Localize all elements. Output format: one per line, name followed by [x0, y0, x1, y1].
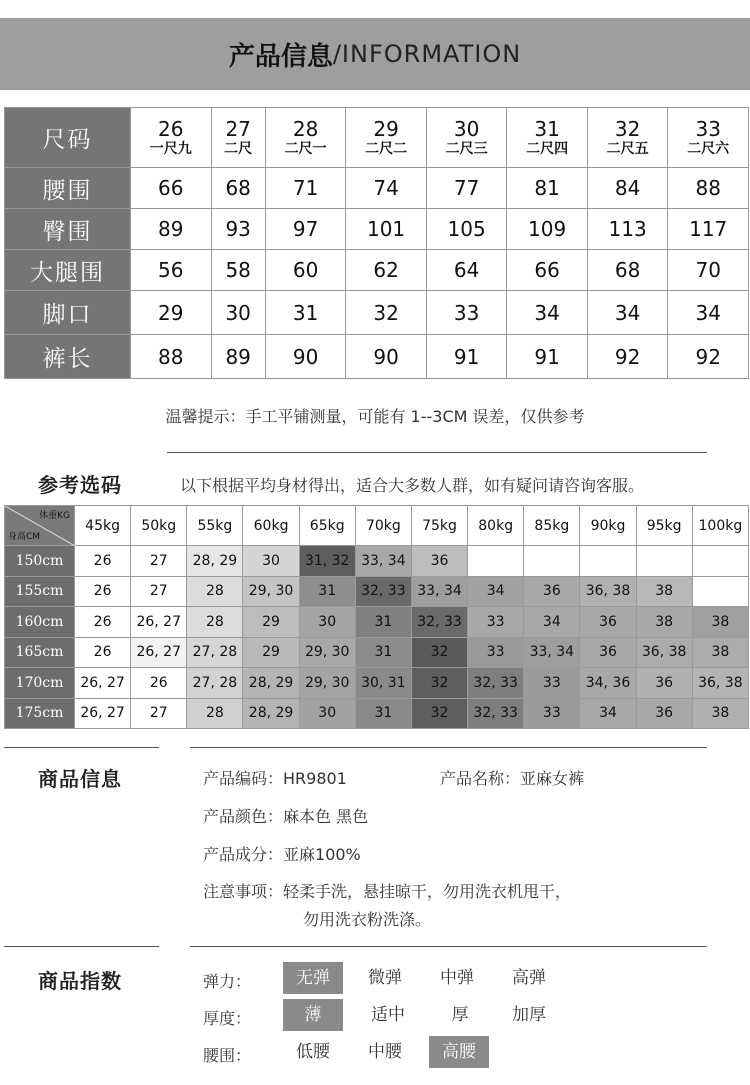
- size-value-cell: 88: [131, 335, 212, 379]
- reference-size-cell: 27: [131, 546, 187, 577]
- elasticity-option: 高弹: [512, 968, 546, 988]
- reference-size-cell: 32: [411, 637, 467, 668]
- size-value-cell: 89: [211, 335, 265, 379]
- product-care-line1: 轻柔手洗，悬挂晾干，勿用洗衣机甩干，: [283, 882, 572, 901]
- divider: [190, 946, 707, 947]
- reference-size-cell: 30, 31: [355, 668, 411, 699]
- info-banner: [0, 18, 750, 90]
- thickness-option: 厚: [451, 1005, 469, 1025]
- waist-label: 腰围：: [203, 1046, 252, 1065]
- size-value-cell: 81: [507, 168, 588, 209]
- size-value-cell: 64: [426, 250, 507, 291]
- waist-option: 中腰: [368, 1042, 402, 1062]
- reference-size-cell: 31: [299, 576, 355, 607]
- size-value-cell: 34: [587, 291, 668, 335]
- product-material-label: 产品成分：: [203, 845, 284, 864]
- product-color-label: 产品颜色：: [203, 807, 284, 826]
- size-header-label: 尺码: [5, 108, 131, 168]
- reference-size-cell: 26: [75, 546, 131, 577]
- thickness-option: 适中: [371, 1005, 405, 1025]
- product-material: [203, 842, 361, 865]
- reference-size-cell: 36: [580, 607, 636, 638]
- reference-size-cell: 32, 33: [468, 698, 524, 729]
- reference-size-cell: [692, 576, 748, 607]
- product-color-value: 麻本色 黑色: [283, 807, 369, 826]
- reference-size-cell: 26, 27: [131, 607, 187, 638]
- reference-size-cell: 33, 34: [411, 576, 467, 607]
- elasticity-option: 无弹: [283, 962, 343, 994]
- reference-size-cell: 30: [299, 698, 355, 729]
- size-row-label: 大腿围: [5, 250, 131, 291]
- size-value-cell: 105: [426, 209, 507, 250]
- size-value-cell: 90: [265, 335, 346, 379]
- reference-size-cell: 26, 27: [75, 698, 131, 729]
- size-value-cell: 60: [265, 250, 346, 291]
- size-value-cell: 89: [131, 209, 212, 250]
- size-number: 29: [373, 116, 399, 141]
- reference-size-cell: 33, 34: [355, 546, 411, 577]
- weight-header-cell: 80kg: [468, 506, 524, 546]
- size-value-cell: 58: [211, 250, 265, 291]
- product-care-line2: 勿用洗衣粉洗涤。: [303, 910, 432, 929]
- size-value-cell: 71: [265, 168, 346, 209]
- size-row: [5, 209, 749, 250]
- reference-size-cell: 33: [468, 607, 524, 638]
- reference-size-cell: 36, 38: [692, 668, 748, 699]
- size-value-cell: 109: [507, 209, 588, 250]
- product-name-value: 亚麻女裤: [520, 769, 585, 788]
- size-row: [5, 168, 749, 209]
- reference-size-cell: 36: [580, 637, 636, 668]
- height-label-cell: 150cm: [5, 546, 75, 577]
- reference-size-cell: 32, 33: [411, 607, 467, 638]
- reference-size-cell: 29, 30: [299, 668, 355, 699]
- size-value-cell: 90: [346, 335, 427, 379]
- reference-size-cell: 27: [131, 576, 187, 607]
- product-care-label: 注意事项：: [203, 882, 284, 901]
- reference-size-cell: 33: [524, 668, 580, 699]
- size-number: 28: [292, 116, 319, 141]
- reference-size-cell: 26: [131, 668, 187, 699]
- size-header-row: [5, 108, 749, 168]
- divider: [4, 946, 159, 947]
- reference-size-cell: 26: [75, 607, 131, 638]
- reference-size-cell: [524, 546, 580, 577]
- reference-size-cell: 36: [636, 698, 692, 729]
- size-row-label: 脚口: [5, 291, 131, 335]
- weight-header-cell: 60kg: [243, 506, 299, 546]
- size-number: 30: [453, 116, 480, 141]
- product-care: [203, 879, 571, 902]
- height-label-cell: 155cm: [5, 576, 75, 607]
- size-header-cell: [668, 108, 749, 168]
- size-header-cell: [507, 108, 588, 168]
- size-row: [5, 335, 749, 379]
- reference-size-cell: 38: [636, 607, 692, 638]
- weight-header-cell: 45kg: [75, 506, 131, 546]
- reference-row: [5, 546, 749, 577]
- reference-size-cell: 36, 38: [636, 637, 692, 668]
- weight-header-cell: 100kg: [692, 506, 748, 546]
- product-index-title: 商品指数: [38, 969, 122, 993]
- elasticity-option: 微弹: [368, 968, 402, 988]
- size-value-cell: 31: [265, 291, 346, 335]
- size-value-cell: 62: [346, 250, 427, 291]
- reference-size-cell: 29: [243, 607, 299, 638]
- size-value-cell: 117: [668, 209, 749, 250]
- size-value-cell: 30: [211, 291, 265, 335]
- size-value-cell: 34: [668, 291, 749, 335]
- product-code-value: HR9801: [283, 769, 347, 788]
- reference-size-cell: 27: [131, 698, 187, 729]
- size-chinese: 二尺三: [445, 140, 488, 157]
- reference-size-cell: 27, 28: [187, 668, 243, 699]
- reference-size-cell: 30: [243, 546, 299, 577]
- weight-header-cell: 65kg: [299, 506, 355, 546]
- size-value-cell: 29: [131, 291, 212, 335]
- reference-row: [5, 576, 749, 607]
- reference-size-cell: 34: [468, 576, 524, 607]
- size-value-cell: 68: [587, 250, 668, 291]
- reference-size-cell: [580, 546, 636, 577]
- elasticity-option: 中弹: [440, 968, 474, 988]
- reference-title: 参考选码: [38, 473, 122, 497]
- reference-table: [4, 505, 749, 729]
- measurement-tip: 温馨提示：手工平铺测量，可能有 1--3CM 误差，仅供参考: [165, 407, 585, 426]
- weight-header-cell: 50kg: [131, 506, 187, 546]
- size-value-cell: 70: [668, 250, 749, 291]
- size-row: [5, 250, 749, 291]
- reference-size-cell: 28: [187, 698, 243, 729]
- reference-size-cell: 31, 32: [299, 546, 355, 577]
- reference-size-cell: 28, 29: [243, 668, 299, 699]
- size-number: 27: [225, 116, 251, 141]
- corner-height-label: 身高CM: [8, 532, 41, 542]
- weight-header-cell: 70kg: [355, 506, 411, 546]
- divider: [167, 452, 707, 453]
- reference-size-cell: 26: [75, 576, 131, 607]
- weight-header-cell: 75kg: [411, 506, 467, 546]
- reference-size-cell: 32, 33: [355, 576, 411, 607]
- reference-size-cell: [468, 546, 524, 577]
- size-value-cell: 92: [587, 335, 668, 379]
- size-value-cell: 88: [668, 168, 749, 209]
- reference-size-cell: 29, 30: [299, 637, 355, 668]
- size-value-cell: 91: [507, 335, 588, 379]
- product-info-title: 商品信息: [38, 767, 122, 791]
- size-value-cell: 77: [426, 168, 507, 209]
- reference-row: [5, 698, 749, 729]
- size-header-cell: [131, 108, 212, 168]
- reference-size-cell: 30: [299, 607, 355, 638]
- size-value-cell: 92: [668, 335, 749, 379]
- size-value-cell: 66: [131, 168, 212, 209]
- size-value-cell: 68: [211, 168, 265, 209]
- reference-size-cell: 33: [468, 637, 524, 668]
- reference-size-cell: 36: [411, 546, 467, 577]
- reference-size-cell: 38: [692, 698, 748, 729]
- size-chinese: 二尺五: [606, 140, 649, 157]
- size-value-cell: 97: [265, 209, 346, 250]
- size-number: 31: [534, 116, 560, 141]
- size-value-cell: 33: [426, 291, 507, 335]
- reference-size-cell: 28: [187, 607, 243, 638]
- reference-size-cell: 32: [411, 698, 467, 729]
- product-color: [203, 804, 368, 827]
- size-row-label: 裤长: [5, 335, 131, 379]
- elasticity-label: 弹力：: [203, 972, 252, 991]
- banner-title-en: /INFORMATION: [332, 40, 522, 68]
- size-row-label: 臀围: [5, 209, 131, 250]
- divider: [190, 747, 707, 748]
- reference-size-cell: [692, 546, 748, 577]
- reference-size-cell: 31: [355, 607, 411, 638]
- reference-size-cell: 29: [243, 637, 299, 668]
- size-number: 33: [695, 116, 721, 141]
- size-value-cell: 56: [131, 250, 212, 291]
- height-label-cell: 170cm: [5, 668, 75, 699]
- size-value-cell: 101: [346, 209, 427, 250]
- reference-row: [5, 607, 749, 638]
- height-label-cell: 175cm: [5, 698, 75, 729]
- size-table: [4, 107, 749, 379]
- divider: [4, 747, 159, 748]
- weight-header-cell: 90kg: [580, 506, 636, 546]
- size-header-cell: [426, 108, 507, 168]
- size-chinese: 一尺九: [149, 140, 192, 157]
- size-value-cell: 91: [426, 335, 507, 379]
- waist-option: 低腰: [296, 1042, 330, 1062]
- size-chinese: 二尺一: [284, 140, 327, 157]
- size-chinese: 二尺四: [526, 140, 569, 157]
- thickness-option: 薄: [283, 999, 343, 1031]
- reference-size-cell: 36, 38: [580, 576, 636, 607]
- product-material-value: 亚麻100%: [283, 845, 361, 864]
- reference-size-cell: 27, 28: [187, 637, 243, 668]
- size-header-cell: [265, 108, 346, 168]
- height-label-cell: 160cm: [5, 607, 75, 638]
- size-header-cell: [346, 108, 427, 168]
- weight-header-row: [5, 506, 749, 546]
- reference-size-cell: 32, 33: [468, 668, 524, 699]
- product-name: [440, 766, 584, 789]
- reference-size-cell: 26, 27: [75, 668, 131, 699]
- size-number: 32: [614, 116, 641, 141]
- height-label-cell: 165cm: [5, 637, 75, 668]
- reference-size-cell: 31: [355, 698, 411, 729]
- reference-size-cell: 33, 34: [524, 637, 580, 668]
- reference-size-cell: 28: [187, 576, 243, 607]
- reference-size-cell: 34, 36: [580, 668, 636, 699]
- table-corner: [5, 506, 75, 546]
- size-value-cell: 32: [346, 291, 427, 335]
- reference-size-cell: 38: [692, 607, 748, 638]
- reference-size-cell: 28, 29: [243, 698, 299, 729]
- size-value-cell: 66: [507, 250, 588, 291]
- size-chinese: 二尺二: [365, 140, 408, 157]
- reference-size-cell: 34: [580, 698, 636, 729]
- size-chinese: 二尺六: [687, 140, 730, 157]
- banner-title-cn: 产品信息: [228, 41, 333, 72]
- size-row-label: 腰围: [5, 168, 131, 209]
- waist-option: 高腰: [429, 1036, 489, 1068]
- reference-size-cell: 33: [524, 698, 580, 729]
- reference-size-cell: 26: [75, 637, 131, 668]
- size-number: 26: [158, 116, 184, 141]
- size-value-cell: 113: [587, 209, 668, 250]
- product-name-label: 产品名称：: [440, 769, 521, 788]
- weight-header-cell: 85kg: [524, 506, 580, 546]
- reference-size-cell: 26, 27: [131, 637, 187, 668]
- reference-size-cell: 29, 30: [243, 576, 299, 607]
- reference-row: [5, 668, 749, 699]
- size-row: [5, 291, 749, 335]
- reference-size-cell: 28, 29: [187, 546, 243, 577]
- reference-size-cell: 36: [636, 668, 692, 699]
- size-value-cell: 34: [507, 291, 588, 335]
- product-code-label: 产品编码：: [203, 769, 284, 788]
- size-chinese: 二尺: [224, 140, 253, 157]
- size-value-cell: 93: [211, 209, 265, 250]
- size-value-cell: 84: [587, 168, 668, 209]
- corner-weight-label: 体重KG: [39, 511, 70, 521]
- reference-row: [5, 637, 749, 668]
- reference-size-cell: 38: [692, 637, 748, 668]
- reference-size-cell: 31: [355, 637, 411, 668]
- reference-size-cell: 34: [524, 607, 580, 638]
- reference-desc: 以下根据平均身材得出，适合大多数人群，如有疑问请咨询客服。: [180, 476, 645, 495]
- reference-size-cell: 32: [411, 668, 467, 699]
- product-code: [203, 766, 347, 789]
- reference-size-cell: 36: [524, 576, 580, 607]
- reference-size-cell: [636, 546, 692, 577]
- thickness-option: 加厚: [512, 1005, 546, 1025]
- weight-header-cell: 55kg: [187, 506, 243, 546]
- size-header-cell: [211, 108, 265, 168]
- weight-header-cell: 95kg: [636, 506, 692, 546]
- reference-size-cell: 38: [636, 576, 692, 607]
- thickness-label: 厚度：: [203, 1009, 252, 1028]
- size-value-cell: 74: [346, 168, 427, 209]
- size-header-cell: [587, 108, 668, 168]
